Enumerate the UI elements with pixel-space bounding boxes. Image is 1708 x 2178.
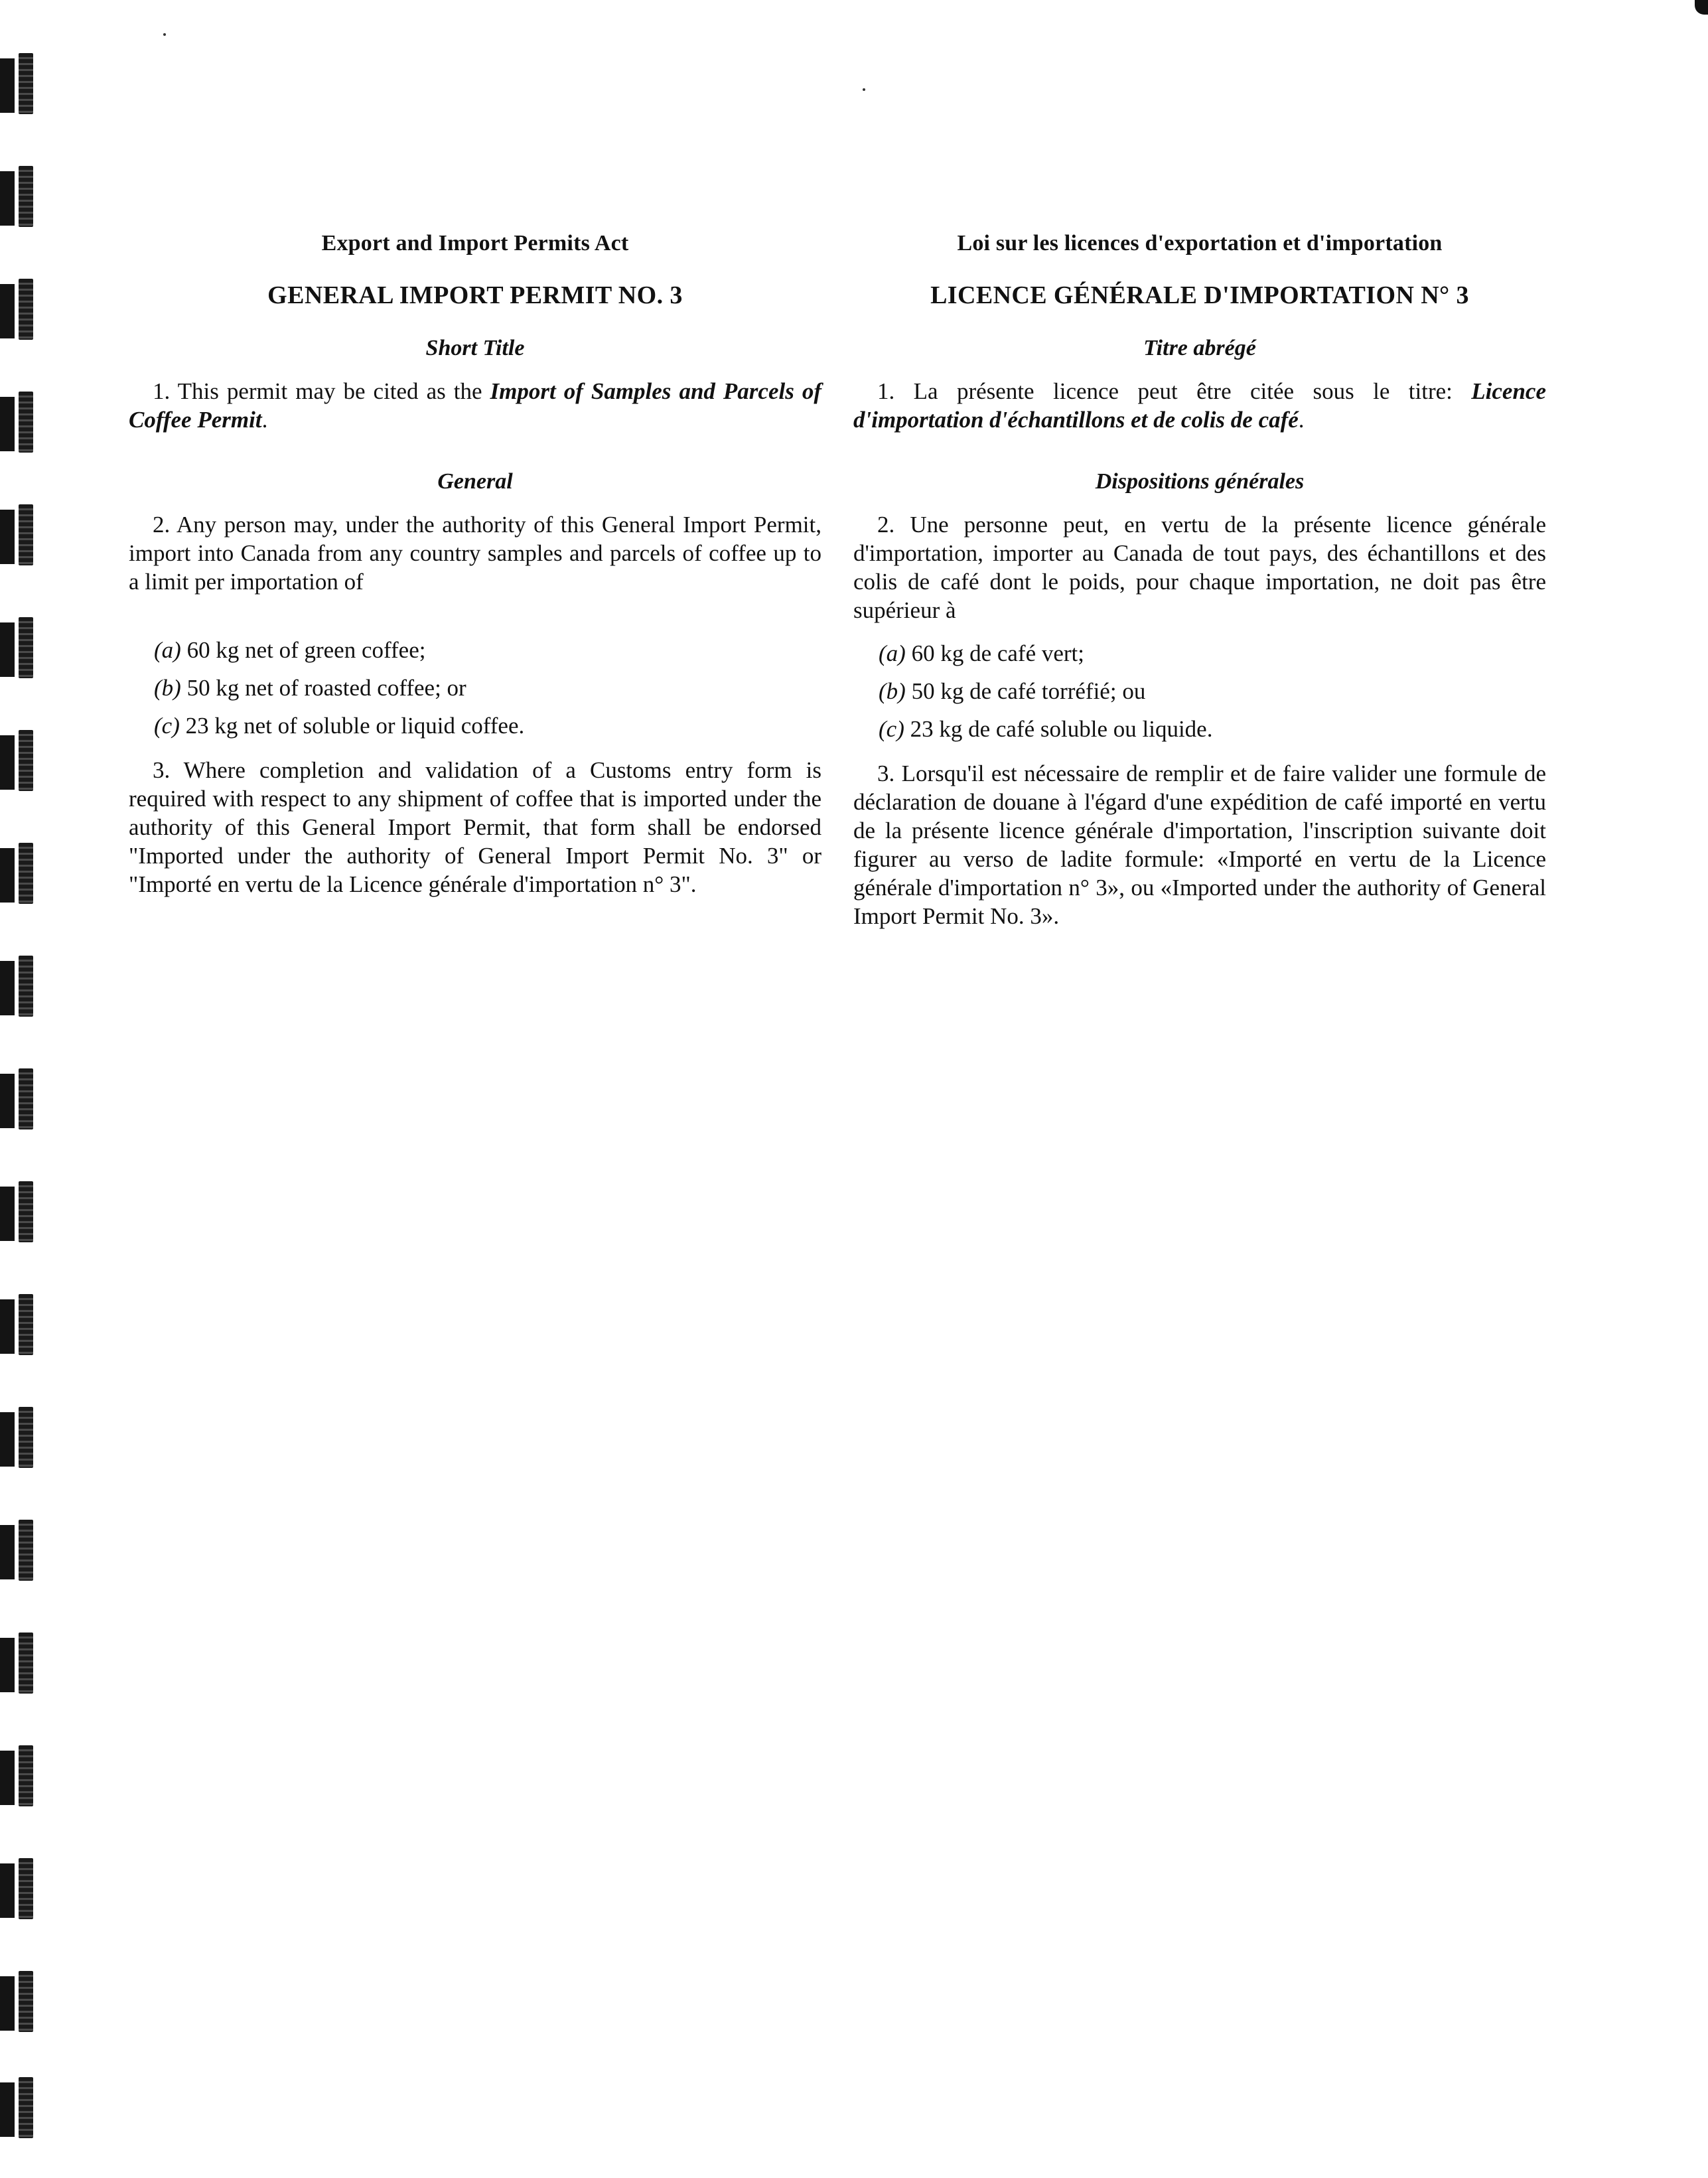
paragraph-2-en: 2. Any person may, under the authority of this General Import Permit, import into Canada from any country samples and parcels of coffee up to a limit per importation of [129, 512, 821, 595]
act-title-fr: Loi sur les licences d'exportation et d'importation [957, 231, 1443, 255]
binder-hole-mark [0, 53, 35, 117]
binder-hole-mark [0, 279, 35, 342]
paragraph-1-en [129, 377, 821, 434]
list-item-text: 23 kg net of soluble or liquid coffee. [185, 713, 525, 739]
binder-hole-mark [0, 730, 35, 794]
list-item-label: (c) [879, 716, 904, 742]
list-item-label: (a) [879, 640, 906, 666]
binder-hole-mark [0, 843, 35, 907]
general-heading-en: General [437, 469, 513, 494]
binder-hole-mark [0, 956, 35, 1019]
list-item [154, 711, 821, 740]
scan-speck [863, 88, 865, 91]
paragraph-1-fr-end: . [1298, 407, 1305, 433]
binder-hole-mark [0, 392, 35, 455]
scan-speck [163, 33, 166, 36]
corner-scan-mark [1695, 0, 1708, 15]
permit-title-en: GENERAL IMPORT PERMIT NO. 3 [267, 281, 683, 309]
short-title-heading-fr: Titre abrégé [1143, 336, 1256, 360]
paragraph-3-en: 3. Where completion and validation of a Customs entry form is required with respect to any shipment of coffee that is imported under the authority of this General Import Permit, that form shall be endorsed "Imported under the authority of General Import Permit No. 3" or "Importé en vertu de la Licence générale d'importation n° 3". [129, 757, 821, 897]
general-heading-fr: Dispositions générales [1095, 469, 1305, 494]
list-item-label: (b) [154, 675, 181, 701]
permit-title-fr: LICENCE GÉNÉRALE D'IMPORTATION N° 3 [930, 281, 1469, 309]
list-item [879, 677, 1546, 705]
paragraph-1-en-end: . [261, 407, 268, 433]
binder-hole-mark [0, 1294, 35, 1358]
list-item [154, 636, 821, 664]
binder-hole-mark [0, 1745, 35, 1809]
binder-hole-mark [0, 1407, 35, 1471]
list-item-text: 60 kg de café vert; [911, 640, 1084, 666]
list-item [879, 715, 1546, 743]
list-item-label: (a) [154, 637, 181, 663]
list-item [154, 674, 821, 702]
binder-hole-mark [0, 1971, 35, 2035]
list-item-text: 60 kg net of green coffee; [186, 637, 426, 663]
paragraph-2-fr: 2. Une personne peut, en vertu de la présente licence générale d'importation, importer au Canada de tout pays, des échantillons et des colis de café dont le poids, pour chaque importation, ne doit pas être supérieur à [853, 512, 1546, 623]
quantity-list-fr [853, 639, 1546, 743]
binder-hole-mark [0, 1181, 35, 1245]
list-item [879, 639, 1546, 668]
paragraph-1-en-citation: Import of Samples and Parcels of Coffee Permit [129, 378, 821, 433]
short-title-heading-en: Short Title [425, 336, 525, 360]
paragraph-1-fr-text: 1. La présente licence peut être citée sous le titre: [877, 378, 1472, 404]
act-title-en: Export and Import Permits Act [321, 231, 629, 255]
binder-hole-mark [0, 504, 35, 568]
quantity-list-en [129, 636, 821, 740]
english-column [129, 229, 821, 932]
list-item-text: 50 kg de café torréfié; ou [911, 678, 1146, 704]
paragraph-1-en-text: 1. This permit may be cited as the [153, 378, 490, 404]
binder-hole-mark [0, 617, 35, 681]
binder-hole-mark [0, 1633, 35, 1696]
list-item-text: 50 kg net of roasted coffee; or [186, 675, 466, 701]
binder-hole-mark [0, 166, 35, 230]
binder-hole-mark [0, 1068, 35, 1132]
list-item-text: 23 kg de café soluble ou liquide. [910, 716, 1213, 742]
binder-hole-mark [0, 1858, 35, 1922]
binder-hole-mark [0, 2077, 35, 2141]
paragraph-1-fr-citation: Licence d'importation d'échantillons et de colis de café [853, 378, 1546, 433]
paragraph-1-fr [853, 377, 1546, 434]
paragraph-3-fr: 3. Lorsqu'il est nécessaire de remplir et de faire valider une formule de déclaration de douane à l'égard d'une expédition de café importé en vertu de la présente licence générale d'importation, l'inscription suivante doit figurer au verso de ladite formule: «Importé en vertu de la Licence générale d'importation n° 3», ou «Imported under the authority of General Import Permit No. 3». [853, 761, 1546, 929]
list-item-label: (b) [879, 678, 906, 704]
french-column [853, 229, 1546, 964]
binder-punch-marks [0, 53, 46, 2143]
list-item-label: (c) [154, 713, 180, 739]
binder-hole-mark [0, 1520, 35, 1583]
